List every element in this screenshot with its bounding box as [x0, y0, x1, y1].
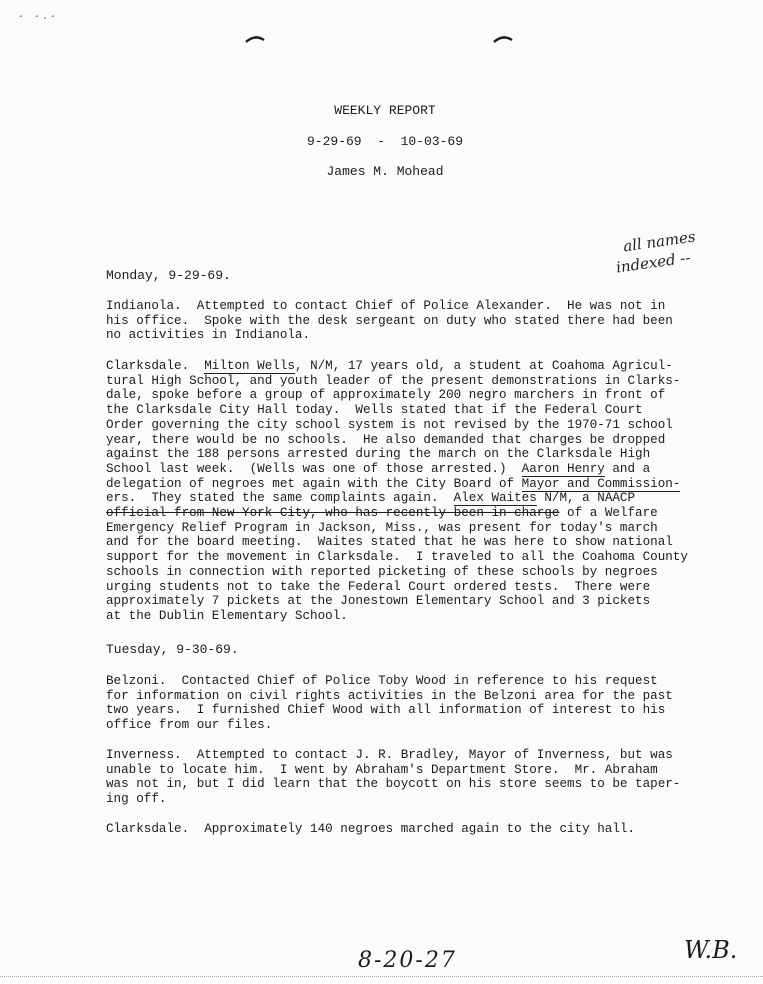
paragraph-inverness — [106, 748, 686, 807]
text-line: approximately 7 pickets at the Jonestown Elementary School and 3 pickets — [106, 594, 651, 609]
text-segment: and a — [604, 461, 651, 476]
text-line: his office. Spoke with the desk sergeant on duty who stated there had been — [106, 313, 673, 328]
handwritten-note-line1: all names — [622, 227, 697, 256]
text-line — [106, 491, 686, 506]
text-line: and for the board meeting. Waites stated that he was here to show national — [106, 535, 673, 550]
text-line — [106, 462, 686, 477]
text-segment: N/M, a NAACP — [536, 491, 636, 506]
day-heading-monday: Monday, 9-29-69. — [106, 268, 231, 283]
text-line: office from our files. — [106, 718, 273, 733]
text-line: against the 188 persons arrested during the march on the Clarksdale High — [106, 447, 651, 462]
report-title: WEEKLY REPORT — [334, 103, 436, 118]
day-heading-tuesday: Tuesday, 9-30-69. — [106, 642, 239, 657]
text-line: tural High School, and youth leader of the present demonstrations in Clarks- — [106, 373, 681, 388]
punch-mark-right — [492, 34, 514, 44]
text-line: Indianola. Attempted to contact Chief of Police Alexander. He was not in — [106, 299, 666, 313]
report-dates: 9-29-69 - 10-03-69 — [306, 134, 464, 149]
text-line: was not in, but I did learn that the boycott on his store seems to be taper- — [106, 777, 681, 792]
text-line — [106, 477, 686, 492]
text-line: support for the movement in Clarksdale. I traveled to all the Coahoma County — [106, 550, 688, 565]
text-line: no activities in Indianola. — [106, 328, 311, 343]
underlined-name-wells: Milton Wells — [204, 359, 295, 373]
text-segment: , N/M, 17 years old, a student at Coahoma Agricul- — [294, 359, 673, 373]
text-segment: Clarksdale. — [106, 359, 205, 373]
text-line: dale, spoke before a group of approximately 200 negro marchers in front of — [106, 388, 666, 403]
paragraph-clarksdale-tuesday — [106, 822, 686, 837]
text-line: Belzoni. Contacted Chief of Police Toby Wood in reference to his request — [106, 674, 658, 688]
text-line: Emergency Relief Program in Jackson, Miss., was present for today's march — [106, 520, 658, 535]
underlined-name-waites: Alex Waites — [453, 491, 537, 506]
underlined-name-henry: Aaron Henry — [521, 461, 605, 476]
paragraph-indianola — [106, 299, 686, 343]
text-line: year, there would be no schools. He also demanded that charges be dropped — [106, 432, 666, 447]
text-line: Inverness. Attempted to contact J. R. Bradley, Mayor of Inverness, but was — [106, 748, 673, 762]
text-line: the Clarksdale City Hall today. Wells stated that if the Federal Court — [106, 403, 643, 418]
paragraph-belzoni — [106, 674, 686, 733]
handwritten-initials: W.B. — [684, 936, 738, 964]
text-line: at the Dublin Elementary School. — [106, 608, 348, 623]
text-line — [106, 506, 686, 521]
report-author: James M. Mohead — [326, 164, 444, 179]
text-segment: delegation of negroes met again with the City Board of — [106, 476, 522, 491]
text-segment: School last week. (Wells was one of those arrested.) — [106, 461, 522, 476]
text-line: Order governing the city school system is not revised by the 1970-71 school — [106, 417, 673, 432]
text-line: two years. I furnished Chief Wood with all information of interest to his — [106, 703, 666, 718]
corner-mark: - -.- — [18, 12, 59, 23]
file-number-handwritten: 8-20-27 — [358, 948, 457, 973]
underlined-mayor: Mayor and Commission- — [521, 476, 681, 491]
text-segment: ers. They stated the same complaints again. — [106, 491, 454, 506]
bottom-edge-dots — [0, 976, 763, 981]
handwritten-note — [612, 219, 756, 278]
punch-mark-left — [244, 34, 266, 44]
text-line: Clarksdale. Approximately 140 negroes marched again to the city hall. — [106, 822, 636, 836]
text-line — [106, 359, 686, 374]
text-segment: of a Welfare — [559, 506, 658, 521]
struck-text: official from New York City, who has recently — [106, 506, 454, 521]
paragraph-clarksdale-monday — [106, 359, 686, 624]
text-line: schools in connection with reported picketing of these schools by negroes — [106, 564, 658, 579]
text-line: unable to locate him. I went by Abraham's Department Store. Mr. Abraham — [106, 762, 658, 777]
text-line: for information on civil rights activities in the Belzoni area for the past — [106, 688, 673, 703]
struck-text-charge: been in charge — [453, 506, 560, 521]
handwritten-note-line2: indexed -- — [614, 248, 692, 277]
text-line: urging students not to take the Federal Court ordered tests. There were — [106, 579, 651, 594]
text-line: ing off. — [106, 792, 167, 807]
